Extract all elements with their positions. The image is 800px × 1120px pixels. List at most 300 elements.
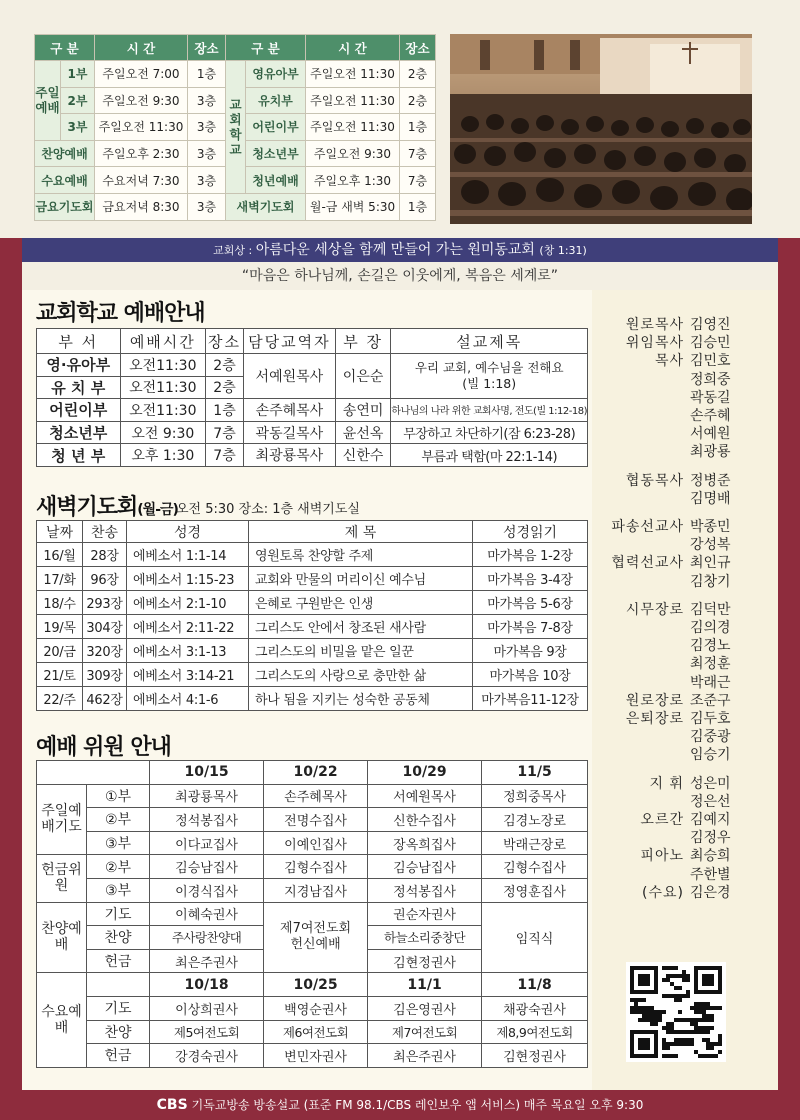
staff-role <box>600 536 690 554</box>
staff-row <box>600 443 772 461</box>
staff-row <box>600 793 772 811</box>
staff-name: 김명배 <box>690 490 731 507</box>
staff-name: 박래근 <box>690 674 731 691</box>
staff-row <box>600 884 772 902</box>
school-header: 부 장 <box>335 329 391 354</box>
dawn-reading: 마가복음 3-4장 <box>473 567 588 591</box>
sunday-place: 1층 <box>188 61 226 88</box>
table-row <box>37 878 588 902</box>
dawn-header-row <box>37 521 588 543</box>
pastor-cell: 손주혜목사 <box>243 399 335 422</box>
staff-row <box>600 536 772 554</box>
staff-spacer <box>600 508 772 518</box>
dept-cell: 청 년 부 <box>37 444 121 467</box>
staff-role: 파송선교사 <box>611 519 684 536</box>
staff-name: 최인규 <box>690 555 731 572</box>
staff-row <box>600 619 772 637</box>
duty-corner <box>87 973 150 997</box>
dawn-date: 20/금 <box>37 639 83 663</box>
duty-cell: 김경노장로 <box>482 808 588 832</box>
staff-row <box>600 554 772 572</box>
sermon-cell: 무장하고 차단하기(잠 6:23-28) <box>391 421 588 444</box>
praise-label: 찬양예배 <box>37 902 87 973</box>
sunday-prayer-label: 주일예배기도 <box>37 784 87 855</box>
motto-label: 교회상 : <box>213 244 256 257</box>
motto-reference: (창 1:31) <box>539 244 587 257</box>
duty-date: 10/22 <box>264 761 368 785</box>
duty-cell-merged: 임직식 <box>482 902 588 973</box>
staff-name: 김두호 <box>690 711 731 728</box>
table-row <box>37 996 588 1020</box>
duty-part: 헌금 <box>87 949 150 973</box>
duty-cell: 권순자권사 <box>368 902 482 926</box>
dawn-reading: 마가복음 1-2장 <box>473 543 588 567</box>
staff-role <box>600 443 690 461</box>
dawn-hymn: 96장 <box>83 567 127 591</box>
pastor-cell: 곽동길목사 <box>243 421 335 444</box>
duty-cell: 주사랑찬양대 <box>150 926 264 950</box>
time-cell: 오후 1:30 <box>120 444 206 467</box>
place-cell: 7층 <box>206 444 244 467</box>
dawn-title: 영원토록 찬양할 주제 <box>249 543 473 567</box>
dawn-bible: 에베소서 2:11-22 <box>127 615 249 639</box>
dawn-title: 그리스도 안에서 창조된 새사람 <box>249 615 473 639</box>
sunday-part: 1부 <box>61 61 95 88</box>
motto-slogan: “마음은 하나님께, 손길은 이웃에게, 복음은 세계로” <box>22 262 778 290</box>
service-row <box>35 61 436 88</box>
dawn-title-paren: (월-금) <box>137 502 178 518</box>
staff-name: 김예지 <box>690 812 731 829</box>
staff-row <box>600 601 772 619</box>
staff-role: 협력선교사 <box>611 555 684 572</box>
duty-cell: 정석봉집사 <box>368 878 482 902</box>
duty-cell: 김현정권사 <box>368 949 482 973</box>
dawn-section-title <box>36 490 178 521</box>
head-cell: 신한수 <box>335 444 391 467</box>
duty-date: 10/25 <box>264 973 368 997</box>
pastor-cell: 최광룡목사 <box>243 444 335 467</box>
duty-cell: 김은영권사 <box>368 996 482 1020</box>
motto-text: 아름다운 세상을 함께 만들어 가는 원미동교회 <box>255 242 535 258</box>
dawn-prayer-table <box>36 520 588 711</box>
other-service-place: 3층 <box>188 167 226 194</box>
staff-role: 목사 <box>654 353 684 370</box>
sermon-line: 우리 교회, 예수님을 전해요 <box>414 360 564 376</box>
duty-part: 찬양 <box>87 926 150 950</box>
staff-name: 손주혜 <box>690 408 731 425</box>
service-schedule-table <box>34 34 436 221</box>
place-cell: 2층 <box>206 354 244 377</box>
dawn-hymn: 28장 <box>83 543 127 567</box>
dawn-service-place: 1층 <box>400 193 436 220</box>
staff-row <box>600 692 772 710</box>
dawn-hymn: 293장 <box>83 591 127 615</box>
staff-role <box>600 371 690 389</box>
staff-row <box>600 472 772 490</box>
school-place: 7층 <box>400 167 436 194</box>
school-name: 영유아부 <box>246 61 306 88</box>
duty-cell: 전명수집사 <box>264 808 368 832</box>
dawn-bible: 에베소서 1:15-23 <box>127 567 249 591</box>
school-header: 담당교역자 <box>243 329 335 354</box>
staff-role <box>600 425 690 443</box>
duty-cell: 장옥희집사 <box>368 831 482 855</box>
staff-list <box>600 316 772 902</box>
school-place: 2층 <box>400 61 436 88</box>
staff-row <box>600 829 772 847</box>
school-header: 장소 <box>206 329 244 354</box>
staff-name: 정희중 <box>690 371 731 388</box>
staff-name: 김승민 <box>690 335 731 352</box>
church-motto-banner <box>22 238 778 262</box>
staff-role: 시무장로 <box>625 601 684 618</box>
staff-row <box>600 710 772 728</box>
duty-date-row <box>37 973 588 997</box>
duty-part: ③부 <box>87 831 150 855</box>
dawn-title: 그리스도의 비밀을 맡은 일꾼 <box>249 639 473 663</box>
staff-row <box>600 674 772 692</box>
time-cell: 오전11:30 <box>120 354 206 377</box>
sermon-line: (빌 1:18) <box>462 376 517 392</box>
top-panel <box>0 0 800 238</box>
staff-name: 임승기 <box>690 747 731 764</box>
staff-name: 곽동길 <box>690 389 731 406</box>
table-row <box>37 1044 588 1068</box>
duty-cell: 박래근장로 <box>482 831 588 855</box>
dept-cell: 유 치 부 <box>37 376 121 399</box>
dawn-header: 성경읽기 <box>473 521 588 543</box>
service-header-row <box>35 35 436 61</box>
table-row <box>37 663 588 687</box>
school-header: 설교제목 <box>391 329 588 354</box>
staff-role <box>600 637 690 655</box>
duty-date: 10/29 <box>368 761 482 785</box>
staff-name: 조준구 <box>690 692 731 709</box>
table-row <box>37 615 588 639</box>
other-service-name: 수요예배 <box>35 167 95 194</box>
duty-cell: 최은주권사 <box>150 949 264 973</box>
staff-role <box>600 389 690 407</box>
duty-cell: 백영순권사 <box>264 996 368 1020</box>
duty-cell: 제7여전도회 <box>368 1020 482 1044</box>
staff-role <box>600 746 690 764</box>
staff-name: 김은경 <box>690 884 731 901</box>
dawn-date: 22/주 <box>37 687 83 711</box>
dawn-header: 제 목 <box>249 521 473 543</box>
staff-role <box>600 728 690 746</box>
duty-cell: 정희중목사 <box>482 784 588 808</box>
staff-row <box>600 728 772 746</box>
duty-date: 10/18 <box>150 973 264 997</box>
school-time: 주일오전 11:30 <box>306 87 400 114</box>
table-row <box>37 543 588 567</box>
school-name: 어린이부 <box>246 114 306 141</box>
dawn-bible: 에베소서 1:1-14 <box>127 543 249 567</box>
duty-part: 기도 <box>87 996 150 1020</box>
staff-name: 정은선 <box>690 793 731 810</box>
duty-part: 찬양 <box>87 1020 150 1044</box>
staff-row <box>600 573 772 591</box>
table-row <box>37 421 588 444</box>
school-name: 청소년부 <box>246 140 306 167</box>
dawn-header: 날짜 <box>37 521 83 543</box>
school-place: 2층 <box>400 87 436 114</box>
sermon-cell: 하나님의 나라 위한 교회사명, 전도(빌 1:12-18) <box>391 399 588 422</box>
dawn-reading: 마가복음 5-6장 <box>473 591 588 615</box>
staff-role <box>600 619 690 637</box>
staff-name: 강성복 <box>690 537 731 554</box>
duty-part: ③부 <box>87 878 150 902</box>
staff-row <box>600 866 772 884</box>
duty-cell: 최은주권사 <box>368 1044 482 1068</box>
duty-part: ②부 <box>87 855 150 879</box>
sunday-part: 3부 <box>61 114 95 141</box>
duty-cell: 최광룡목사 <box>150 784 264 808</box>
staff-name: 성은미 <box>690 775 731 792</box>
duty-cell: 채광숙권사 <box>482 996 588 1020</box>
head-cell: 이은순 <box>335 354 391 399</box>
duty-cell: 변민자권사 <box>264 1044 368 1068</box>
dawn-title-text: 새벽기도회 <box>36 495 138 520</box>
duty-cell: 손주혜목사 <box>264 784 368 808</box>
staff-name: 박종민 <box>690 519 731 536</box>
worship-duty-table <box>36 760 588 1068</box>
school-time: 주일오전 11:30 <box>306 114 400 141</box>
dawn-subtitle: 오전 5:30 장소: 1층 새벽기도실 <box>176 502 360 517</box>
dawn-service-name: 새벽기도회 <box>226 193 306 220</box>
staff-role <box>600 573 690 591</box>
dawn-hymn: 320장 <box>83 639 127 663</box>
table-row <box>37 567 588 591</box>
staff-role: 위임목사 <box>625 335 684 352</box>
staff-role <box>600 490 690 508</box>
staff-row <box>600 637 772 655</box>
staff-role <box>600 407 690 425</box>
dawn-title: 은혜로 구원받은 인생 <box>249 591 473 615</box>
school-section-title: 교회학교 예배안내 <box>36 301 205 326</box>
staff-row <box>600 811 772 829</box>
broadcast-text: 기독교방송 방송설교 (표준 FM 98.1/CBS 레인보우 앱 서비스) 매주 목요일 오후 9:30 <box>191 1098 644 1112</box>
place-cell: 7층 <box>206 421 244 444</box>
sunday-time: 주일오전 11:30 <box>95 114 188 141</box>
dawn-title: 그리스도의 사랑으로 충만한 삶 <box>249 663 473 687</box>
school-place: 7층 <box>400 140 436 167</box>
header-time-2: 시 간 <box>306 35 400 61</box>
header-place-2: 장소 <box>400 35 436 61</box>
staff-name: 김창기 <box>690 573 731 590</box>
staff-role: 원로장로 <box>625 692 684 709</box>
duty-cell: 신한수집사 <box>368 808 482 832</box>
dawn-reading: 마가복음 9장 <box>473 639 588 663</box>
staff-name: 김민호 <box>690 353 731 370</box>
staff-name: 최정훈 <box>690 656 731 673</box>
staff-spacer <box>600 462 772 472</box>
staff-row <box>600 490 772 508</box>
school-time: 주일오전 9:30 <box>306 140 400 167</box>
dawn-date: 21/토 <box>37 663 83 687</box>
head-cell: 윤선옥 <box>335 421 391 444</box>
school-header: 예배시간 <box>120 329 206 354</box>
school-place: 1층 <box>400 114 436 141</box>
dept-cell: 청소년부 <box>37 421 121 444</box>
staff-spacer <box>600 765 772 775</box>
staff-name: 정병준 <box>690 472 731 489</box>
sunday-time: 주일오전 7:00 <box>95 61 188 88</box>
other-service-name: 찬양예배 <box>35 140 95 167</box>
staff-role: 지 휘 <box>649 775 684 792</box>
service-row <box>35 193 436 220</box>
sermon-cell: 부름과 택함(마 22:1-14) <box>391 444 588 467</box>
offering-label: 헌금위원 <box>37 855 87 902</box>
staff-row <box>600 518 772 536</box>
header-place: 장소 <box>188 35 226 61</box>
duty-cell: 이혜숙권사 <box>150 902 264 926</box>
staff-name: 최광룡 <box>690 444 731 461</box>
duty-date-row <box>37 761 588 785</box>
staff-name: 주한별 <box>690 866 731 883</box>
dawn-title: 하나 됨을 지키는 성숙한 공동체 <box>249 687 473 711</box>
dawn-date: 19/목 <box>37 615 83 639</box>
duty-cell: 김승남집사 <box>150 855 264 879</box>
time-cell: 오전11:30 <box>120 376 206 399</box>
duty-section-title: 예배 위원 안내 <box>36 735 171 760</box>
school-header: 부 서 <box>37 329 121 354</box>
duty-cell: 하늘소리중창단 <box>368 926 482 950</box>
staff-name: 김의경 <box>690 620 731 637</box>
staff-role: 원로목사 <box>625 317 684 333</box>
staff-row <box>600 775 772 793</box>
place-cell: 1층 <box>206 399 244 422</box>
staff-role <box>600 866 690 884</box>
staff-spacer <box>600 591 772 601</box>
header-division: 구 분 <box>35 35 95 61</box>
duty-part: 헌금 <box>87 1044 150 1068</box>
dawn-service-time: 월-금 새벽 5:30 <box>306 193 400 220</box>
staff-name: 김덕만 <box>690 601 731 618</box>
duty-cell-merged: 제7여전도회 헌신예배 <box>264 902 368 973</box>
dawn-date: 17/화 <box>37 567 83 591</box>
time-cell: 오전 9:30 <box>120 421 206 444</box>
duty-cell: 제5여전도회 <box>150 1020 264 1044</box>
dawn-hymn: 309장 <box>83 663 127 687</box>
staff-name: 김정우 <box>690 830 731 847</box>
duty-cell: 김승남집사 <box>368 855 482 879</box>
table-row <box>37 784 588 808</box>
staff-row <box>600 746 772 764</box>
dawn-title: 교회와 만물의 머리이신 예수님 <box>249 567 473 591</box>
staff-row <box>600 316 772 334</box>
school-worship-table <box>36 328 588 467</box>
staff-row <box>600 371 772 389</box>
dawn-body <box>37 543 588 711</box>
staff-role: (수요) <box>642 884 684 901</box>
qr-code[interactable] <box>626 962 726 1062</box>
table-row <box>37 687 588 711</box>
duty-cell: 제8,9여전도회 <box>482 1020 588 1044</box>
duty-cell: 김현정권사 <box>482 1044 588 1068</box>
staff-row <box>600 352 772 370</box>
table-row <box>37 855 588 879</box>
staff-role: 피아노 <box>640 848 684 865</box>
staff-row <box>600 425 772 443</box>
staff-role <box>600 655 690 673</box>
staff-role: 은퇴장로 <box>625 711 684 728</box>
school-time: 주일오전 11:30 <box>306 61 400 88</box>
sunday-group-label: 주일예배 <box>35 61 61 141</box>
duty-part: ①부 <box>87 784 150 808</box>
staff-role <box>600 793 690 811</box>
dept-cell: 어린이부 <box>37 399 121 422</box>
sanctuary-photo <box>450 34 752 224</box>
header-time: 시 간 <box>95 35 188 61</box>
dawn-hymn: 304장 <box>83 615 127 639</box>
duty-cell: 정영훈집사 <box>482 878 588 902</box>
duty-cell: 서예원목사 <box>368 784 482 808</box>
duty-cell: 정석봉집사 <box>150 808 264 832</box>
staff-name: 김영진 <box>690 317 731 333</box>
other-service-place: 3층 <box>188 140 226 167</box>
dept-cell: 영·유아부 <box>37 354 121 377</box>
staff-name: 최승희 <box>690 848 731 865</box>
table-row <box>37 831 588 855</box>
table-row <box>37 444 588 467</box>
dawn-bible: 에베소서 3:1-13 <box>127 639 249 663</box>
other-service-time: 수요저녁 7:30 <box>95 167 188 194</box>
staff-row <box>600 407 772 425</box>
table-row <box>37 1020 588 1044</box>
duty-cell: 제6여전도회 <box>264 1020 368 1044</box>
table-row <box>37 902 588 926</box>
cbs-logo: CBS <box>156 1097 188 1113</box>
broadcast-footer <box>0 1090 800 1120</box>
staff-role: 협동목사 <box>625 472 684 489</box>
school-name: 청년예배 <box>246 167 306 194</box>
duty-part: 기도 <box>87 902 150 926</box>
table-row <box>37 354 588 377</box>
sunday-place: 3층 <box>188 114 226 141</box>
sunday-time: 주일오전 9:30 <box>95 87 188 114</box>
dawn-date: 18/수 <box>37 591 83 615</box>
main-panel <box>22 290 778 1090</box>
sunday-part: 2부 <box>61 87 95 114</box>
left-column <box>22 290 592 1090</box>
staff-name: 김경노 <box>690 638 731 655</box>
dawn-reading: 마가복음 10장 <box>473 663 588 687</box>
dawn-bible: 에베소서 2:1-10 <box>127 591 249 615</box>
school-group-label: 교회학교 <box>226 61 246 194</box>
sermon-cell <box>391 354 588 399</box>
wednesday-label: 수요예배 <box>37 973 87 1067</box>
table-row <box>37 399 588 422</box>
staff-row <box>600 847 772 865</box>
duty-cell: 강경숙권사 <box>150 1044 264 1068</box>
duty-part: ②부 <box>87 808 150 832</box>
other-service-name: 금요기도회 <box>35 193 95 220</box>
other-service-time: 주일오후 2:30 <box>95 140 188 167</box>
school-name: 유치부 <box>246 87 306 114</box>
duty-cell: 이경식집사 <box>150 878 264 902</box>
school-header-row <box>37 329 588 354</box>
pastor-cell: 서예원목사 <box>243 354 335 399</box>
time-cell: 오전11:30 <box>120 399 206 422</box>
other-service-time: 금요저녁 8:30 <box>95 193 188 220</box>
other-service-place: 3층 <box>188 193 226 220</box>
duty-cell: 김형수집사 <box>264 855 368 879</box>
staff-name: 김중광 <box>690 729 731 746</box>
duty-date: 11/5 <box>482 761 588 785</box>
table-row <box>37 808 588 832</box>
duty-date: 10/15 <box>150 761 264 785</box>
